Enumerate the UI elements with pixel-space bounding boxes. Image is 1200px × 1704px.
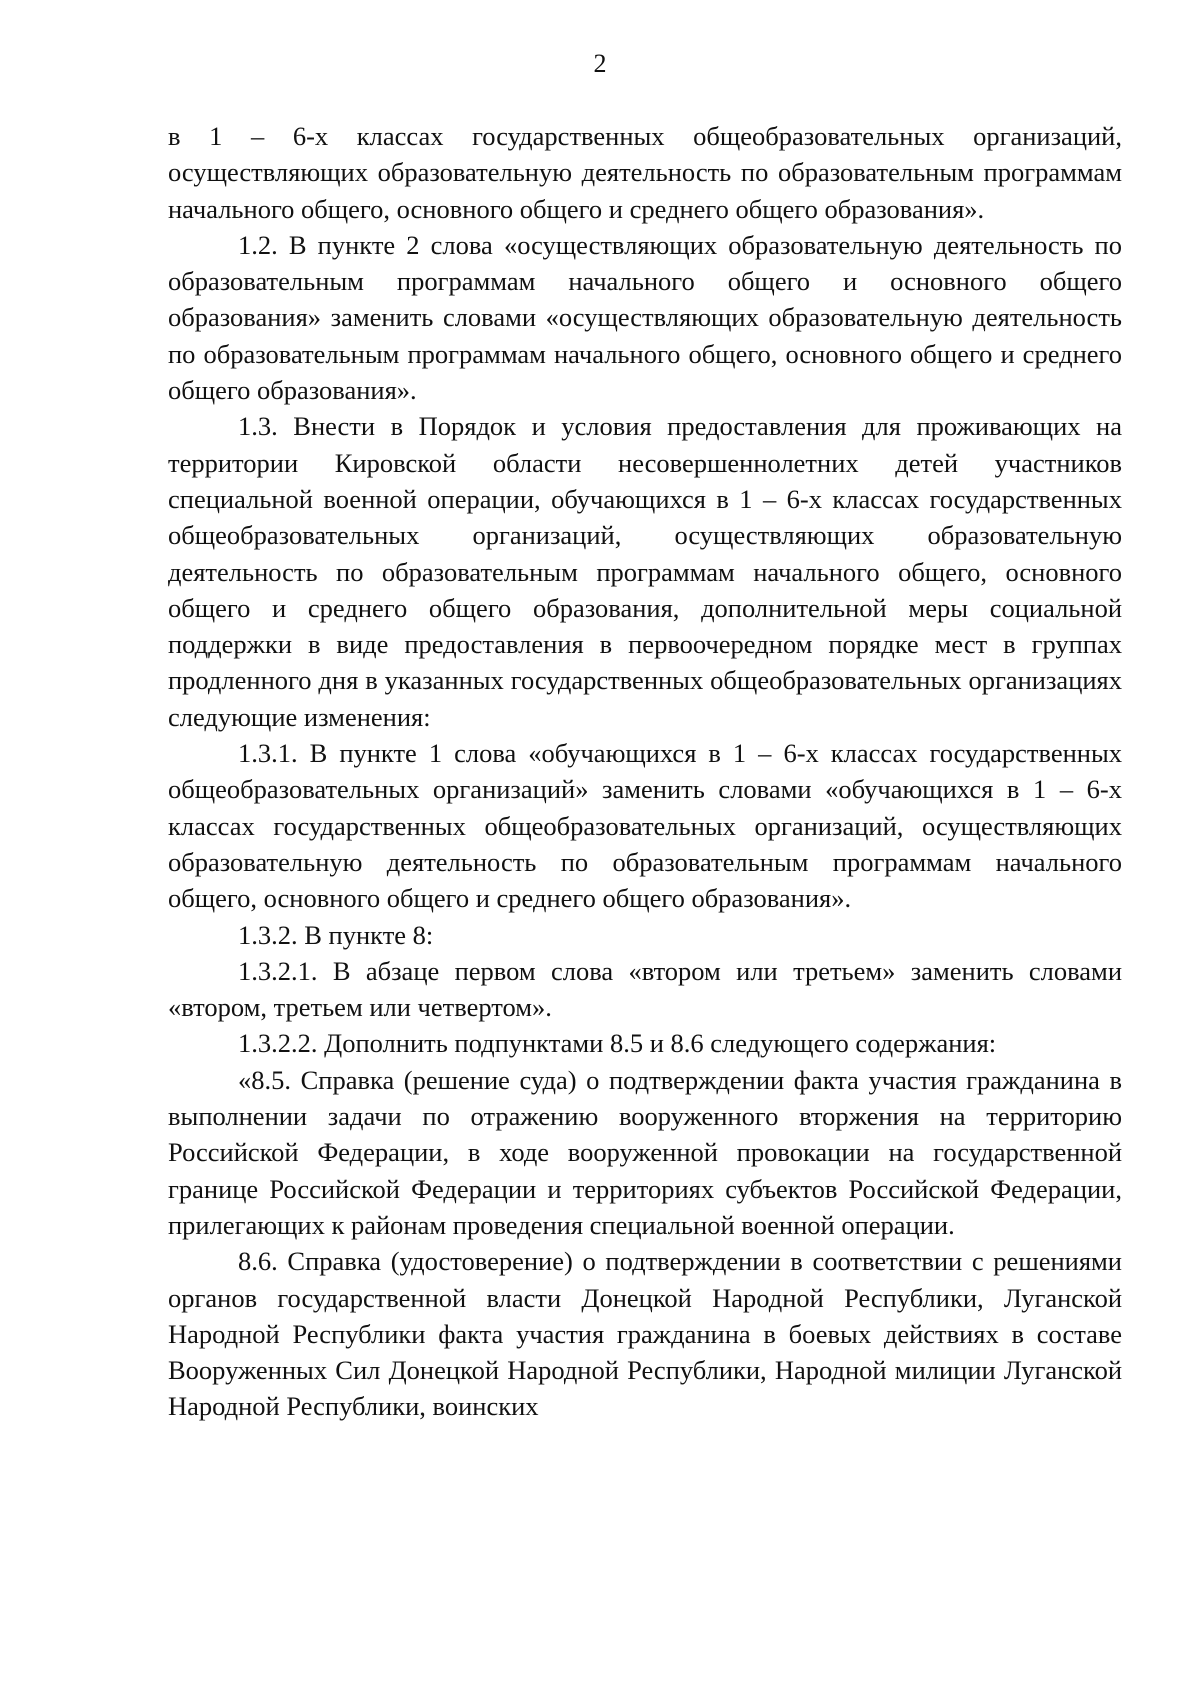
document-body [168, 118, 1122, 1425]
paragraph-8-6: 8.6. Справка (удостоверение) о подтверждении в соответствии с решениями органов государственной власти Донецкой Народной Республики, Луганской Народной Республики факта участия гражданина в боевых действиях в составе Вооруженных Сил Донецкой Народной Республики, Народной милиции Луганской Народной Республики, воинских [168, 1246, 1122, 1422]
paragraph-1-3-2: 1.3.2. В пункте 8: [238, 919, 434, 950]
paragraph-1-3-1: 1.3.1. В пункте 1 слова «обучающихся в 1 – 6-х классах государственных общеобразовательных организаций» заменить словами «обучающихся в 1 – 6-х классах государственных общеобразовательных организаций, осуществляющих образовательную деятельность по образовательным программам начального общего, основного общего и среднего общего образования». [168, 738, 1122, 914]
paragraph-1-2: 1.2. В пункте 2 слова «осуществляющих образовательную деятельность по образовательным программам начального общего и основного общего образования» заменить словами «осуществляющих образовательную деятельность по образовательным программам начального общего, основного общего и среднего общего образования». [168, 229, 1122, 406]
page-number: 2 [593, 49, 607, 78]
paragraph-8-5: «8.5. Справка (решение суда) о подтверждении факта участия гражданина в выполнении задачи по отражению вооруженного вторжения на территорию Российской Федерации, в ходе вооруженной провокации на государственной границе Российской Федерации и территориях субъектов Российской Федерации, прилегающих к районам проведения специальной военной операции. [168, 1064, 1122, 1240]
paragraph-1-3-2-1: 1.3.2.1. В абзаце первом слова «втором или третьем» заменить словами «втором, третьем или четвертом». [168, 955, 1122, 1023]
paragraph-continuation: в 1 – 6-х классах государственных общеобразовательных организаций, осуществляющих образовательную деятельность по образовательным программам начального общего, основного общего и среднего общего образования». [168, 121, 1122, 224]
paragraph-1-3: 1.3. Внести в Порядок и условия предоставления для проживающих на территории Кировской области несовершеннолетних детей участников специальной военной операции, обучающихся в 1 – 6-х классах государственных общеобразовательных организаций, осуществляющих образовательную деятельность по образовательным программам начального общего, основного общего и среднего общего образования, дополнительной меры социальной поддержки в виде предоставления в первоочередном порядке мест в группах продленного дня в указанных государственных общеобразовательных организациях следующие изменения: [168, 411, 1122, 732]
paragraph-1-3-2-2: 1.3.2.2. Дополнить подпунктами 8.5 и 8.6 следующего содержания: [238, 1028, 997, 1059]
